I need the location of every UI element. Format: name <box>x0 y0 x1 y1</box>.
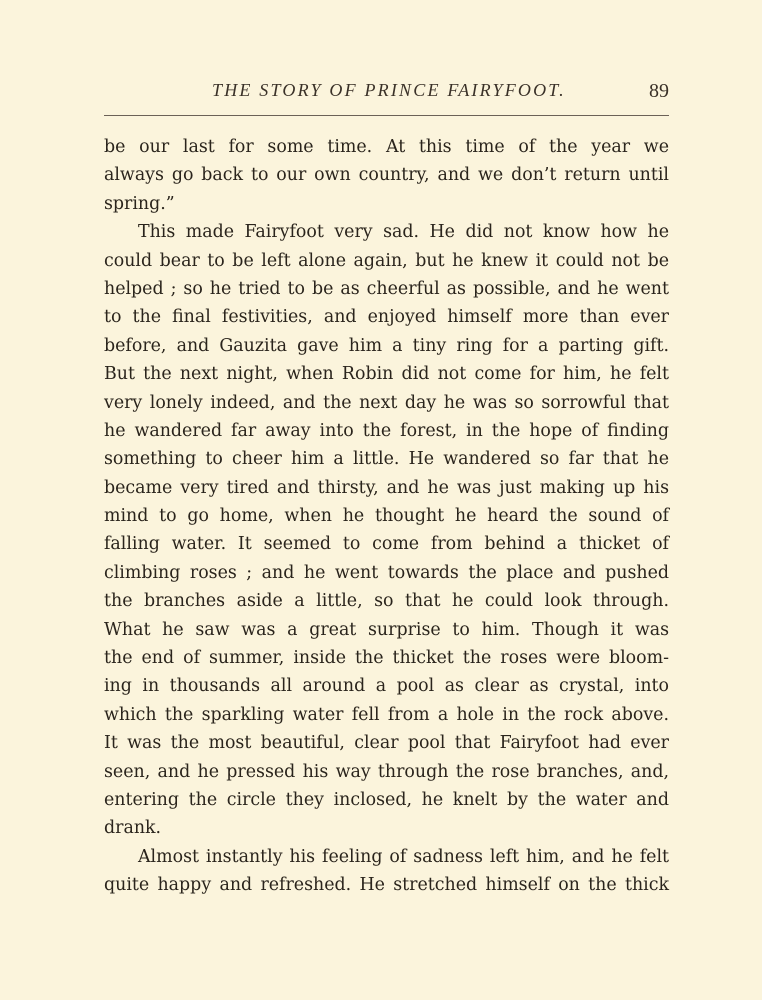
text-line: before, and Gauzita gave him a tiny ring for a parting gift. <box>104 335 669 356</box>
text-line: could bear to be left alone again, but he knew it could not be <box>104 250 669 271</box>
text-line: he wandered far away into the forest, in the hope of finding <box>104 420 669 441</box>
text-line: What he saw was a great surprise to him. Though it was <box>104 619 669 640</box>
text-line: drank. <box>104 818 162 839</box>
paragraph-first-line: This made Fairyfoot very sad. He did not know how he <box>138 222 669 243</box>
text-line: became very tired and thirsty, and he was just making up his <box>104 477 669 498</box>
text-line: very lonely indeed, and the next day he was so sorrowful that <box>104 392 669 413</box>
text-line: quite happy and refreshed. He stretched himself on the thick <box>104 875 669 896</box>
text-line: mind to go home, when he thought he heard the sound of <box>104 506 669 527</box>
text-line: which the sparkling water fell from a hole in the rock above. <box>104 704 669 725</box>
header-rule <box>104 115 669 116</box>
text-line: But the next night, when Robin did not come for him, he felt <box>104 364 669 385</box>
running-title: THE STORY OF PRINCE FAIRYFOOT. <box>212 80 566 100</box>
text-line: helped ; so he tried to be as cheerful as possible, and he went <box>104 278 669 299</box>
text-line: the branches aside a little, so that he could look through. <box>104 591 669 612</box>
paragraph-first-line: Almost instantly his feeling of sadness left him, and he felt <box>138 846 669 867</box>
text-line: always go back to our own country, and we don’t return until <box>104 165 669 186</box>
text-line: entering the circle they inclosed, he knelt by the water and <box>104 789 669 810</box>
text-line: the end of summer, inside the thicket the roses were bloom- <box>104 648 669 669</box>
page-number: 89 <box>649 80 669 102</box>
running-head <box>104 78 669 106</box>
text-line: to the final festivities, and enjoyed himself more than ever <box>104 307 669 328</box>
text-line: be our last for some time. At this time of the year we <box>104 137 669 157</box>
text-line: spring.” <box>104 193 175 214</box>
text-line: ing in thousands all around a pool as clear as crystal, into <box>104 676 669 697</box>
text-line: something to cheer him a little. He wandered so far that he <box>104 449 669 470</box>
text-line: seen, and he pressed his way through the rose branches, and, <box>104 761 669 782</box>
text-line: It was the most beautiful, clear pool that Fairyfoot had ever <box>104 733 669 754</box>
text-line: falling water. It seemed to come from behind a thicket of <box>104 534 669 555</box>
body-text <box>104 133 669 900</box>
text-line: climbing roses ; and he went towards the place and pushed <box>104 562 669 583</box>
